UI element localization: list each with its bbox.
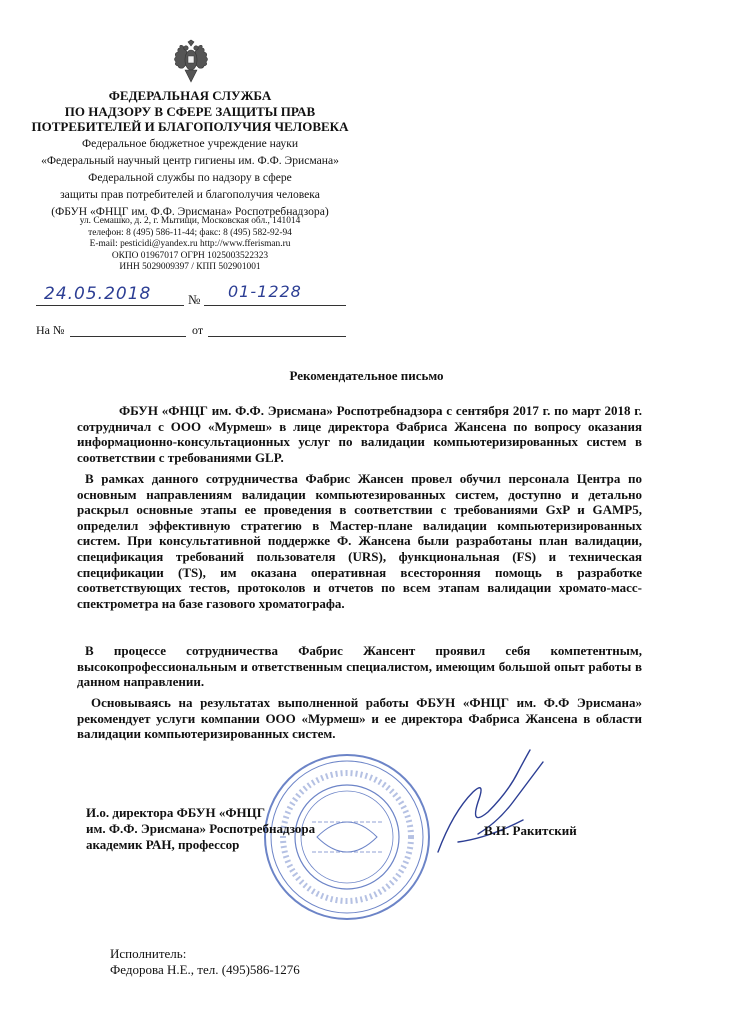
number-label: №	[188, 292, 201, 307]
position-line: академик РАН, профессор	[86, 836, 240, 852]
registration-date: 24.05.2018	[44, 284, 152, 304]
agency-line: ПО НАДЗОРУ В СФЕРЕ ЗАЩИТЫ ПРАВ	[64, 103, 316, 119]
letter-title: Рекомендательное письмо	[289, 368, 444, 383]
address-line: ул. Семашко, д. 2, г. Мытищи, Московская обл., 141014	[79, 216, 301, 226]
institution-line: Федеральное бюджетное учреждение науки	[81, 137, 299, 150]
position-line: им. Ф.Ф. Эрисмана» Роспотребнадзора	[86, 820, 316, 836]
institution-line: «Федеральный научный центр гигиены им. Ф.Ф. Эрисмана»	[41, 154, 339, 167]
okpo-line: ОКПО 01967017 ОГРН 1025003522323	[111, 250, 269, 261]
agency-line: ФЕДЕРАЛЬНАЯ СЛУЖБА	[108, 88, 272, 103]
phone-line: телефон: 8 (495) 586-11-44; факс: 8 (495) 582-92-94	[88, 227, 292, 238]
paragraph-2: В рамках данного сотрудничества Фабрис Жансен провел обучил персонала Центра по основным направлениям валидации компьютезированных систем, доступно и детально раскрыл основные этапы ее проведения в соответствии с требованиями GxP и GAMP5, определил эффективную стратегию в Мастер-плане валидации компьютеризированных систем. При консультативной поддержке Ф. Жансена были разработаны план валидации, спецификация требований пользователя (URS), функциональная (FS) и техническая спецификации (TS), им оказана оперативная всесторонняя помощь в разработке соответствующих тестов, протоколов и отчетов по всем этапам валидации хромато-масс-спектрометра на базе газового хроматографа.	[77, 471, 642, 611]
institution-line: защиты прав потребителей и благополучия человека	[60, 188, 320, 201]
email-line: E-mail: pesticidi@yandex.ru http://www.fferisman.ru	[89, 239, 291, 250]
institution-line: Федеральной службы по надзору в сфере	[88, 171, 292, 184]
date-underline	[36, 305, 184, 306]
institution-line: (ФБУН «ФНЦГ им. Ф.Ф. Эрисмана» Роспотребнадзора)	[51, 205, 329, 218]
paragraph-3: В процессе сотрудничества Фабрис Жансент проявил себя компетентным, высокопрофессиональным и ответственным специалистом, имеющим большой опыт работы в данном направлении.	[77, 643, 642, 690]
signatory-position	[86, 805, 315, 852]
agency-name	[30, 88, 350, 135]
number-underline	[204, 305, 346, 306]
from-label: от	[192, 323, 204, 337]
agency-line: ПОТРЕБИТЕЛЕЙ И БЛАГОПОЛУЧИЯ ЧЕЛОВЕКА	[31, 119, 349, 134]
executor-label: Исполнитель:	[110, 946, 187, 961]
inn-line: ИНН 5029009397 / КПП 502901001	[119, 262, 261, 273]
reply-underline	[70, 336, 186, 337]
paragraph-1: ФБУН «ФНЦГ им. Ф.Ф. Эрисмана» Роспотребнадзора с сентября 2017 г. по март 2018 г. сотрудничал с ООО «Мурмеш» в лице директора Фабриса Жансена по вопросу оказания информационно-консультационных услуг по валидации компьютеризированных систем в соответствии с требованиями GLP.	[77, 403, 642, 465]
reply-label: На №	[36, 323, 65, 337]
from-underline	[208, 336, 346, 337]
handwritten-signature-icon	[418, 742, 568, 862]
double-headed-eagle-icon	[168, 38, 214, 84]
paragraph-4: Основываясь на результатах выполненной работы ФБУН «ФНЦГ им. Ф.Ф Эрисмана» рекомендует услуги компании ООО «Мурмеш» и ее директора Фабриса Жансена в области валидации компьютеризированных систем.	[77, 695, 642, 742]
executor-contact: Федорова Н.Е., тел. (495)586-1276	[110, 962, 300, 977]
signatory-name: В.Н. Ракитский	[484, 823, 577, 838]
registration-number: 01-1228	[228, 282, 302, 301]
contact-block	[30, 216, 350, 274]
position-line: И.о. директора ФБУН «ФНЦГ	[86, 805, 265, 820]
executor-block	[110, 946, 300, 978]
institution-name	[30, 137, 350, 219]
